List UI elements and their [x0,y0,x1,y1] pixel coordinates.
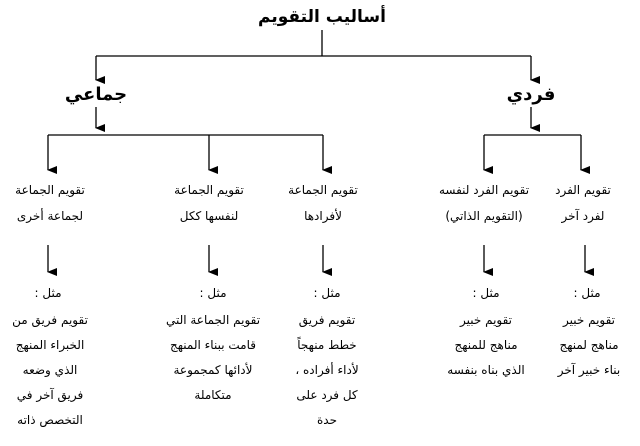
example-label-n5: مثل : [34,286,62,300]
node-group-whole-line-2: لنفسها ككل [179,209,239,223]
example-n3-line-2: خطط منهجاً [297,338,357,352]
example-label-n1: مثل : [573,286,601,300]
example-n2-line-2: مناهج للمنهج [454,338,518,352]
example-n4-line-4: متكاملة [194,388,232,402]
example-label-n3: مثل : [313,286,341,300]
example-n1-line-3: بناء خبير آخر [557,363,621,377]
node-group-other-line-2: لجماعة أخرى [16,209,84,223]
example-n5-line-3: الذي وضعه [22,363,78,377]
example-n5-line-2: الخبراء المنهج [15,338,85,352]
node-group-whole-line-1: تقويم الجماعة [174,183,244,197]
example-n2-line-3: الذي بناه بنفسه [447,363,525,377]
example-n5-line-5: التخصص ذاته [17,413,83,427]
example-n2-line-1: تقويم خبير [459,313,513,327]
example-n3-line-4: كل فرد على [296,388,358,402]
example-n3-line-5: حدة [316,413,338,427]
node-self-line-1: تقويم الفرد لنفسه [438,183,530,197]
example-label-n4: مثل : [199,286,227,300]
example-label-n2: مثل : [472,286,500,300]
example-n1-line-2: مناهج لمنهج [559,338,619,352]
node-group-other-line-1: تقويم الجماعة [15,183,85,197]
example-n3-line-3: لأداء أفراده ، [295,363,359,377]
node-individual-other-line-1: تقويم الفرد [555,183,611,197]
node-individual-other-line-2: لفرد آخر [561,209,605,223]
example-n3-line-1: تقويم فريق [298,313,356,327]
group-label-collective: جماعي [64,84,128,105]
example-n1-line-1: تقويم خبير [562,313,616,327]
node-group-members-line-2: لأفرادها [304,209,342,223]
example-n4-line-1: تقويم الجماعة التي [165,313,261,327]
example-n5-line-4: فريق آخر في [16,388,84,402]
example-n4-line-3: لأدائها كمجموعة [173,363,253,377]
group-label-individual: فردي [506,84,556,105]
node-self-line-2: (التقويم الذاتي) [445,209,523,223]
diagram-title: أساليب التقويم [258,7,386,27]
example-n5-line-1: تقويم فريق من [12,313,88,327]
example-n4-line-2: قامت ببناء المنهج [170,338,256,352]
node-group-members-line-1: تقويم الجماعة [288,183,358,197]
